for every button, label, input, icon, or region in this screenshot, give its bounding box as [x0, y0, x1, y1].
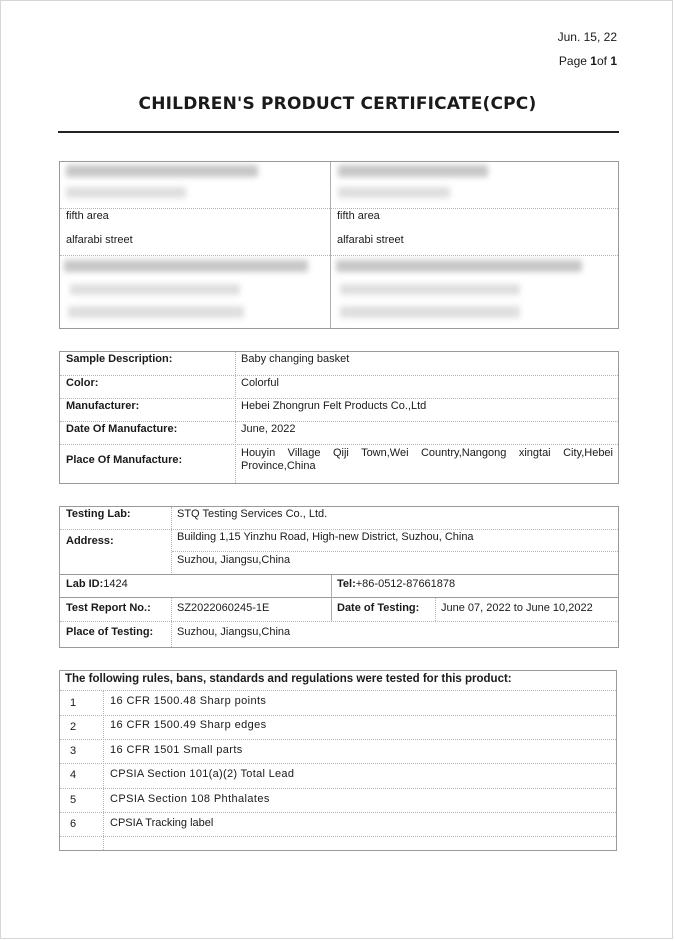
lab-id-label: Lab ID:: [66, 578, 104, 590]
sample-description-value: Baby changing basket: [241, 353, 350, 365]
lab-tel: [337, 578, 455, 591]
address-line1: Building 1,15 Yinzhu Road, High-new District, Suzhou, China: [177, 531, 474, 543]
redacted-right-line1: [338, 165, 488, 177]
rule-text: CPSIA Tracking label: [110, 817, 214, 829]
left-address-line3: fifth area: [66, 210, 109, 222]
tel-value: +86-0512-87661878: [355, 578, 456, 590]
color-label: Color:: [66, 377, 99, 389]
rule-number: 2: [70, 721, 77, 733]
redacted-right-line7: [340, 306, 520, 318]
place-of-manufacture-value: Houyin Village Qiji Town,Wei Country,Nangong xingtai City,Hebei Province,China: [241, 447, 613, 472]
document-title: CHILDREN'S PRODUCT CERTIFICATE(CPC): [138, 94, 537, 114]
date-of-manufacture-value: June, 2022: [241, 423, 296, 435]
redacted-left-line1: [66, 165, 258, 177]
date-of-manufacture-label: Date Of Manufacture:: [66, 423, 178, 435]
page-prefix: Page: [558, 54, 591, 68]
rule-number: 6: [70, 818, 77, 830]
date-of-testing-label: Date of Testing:: [337, 602, 420, 614]
redacted-right-line6: [340, 284, 520, 295]
place-of-testing-label: Place of Testing:: [66, 626, 154, 638]
date-of-testing-value: June 07, 2022 to June 10,2022: [441, 602, 593, 614]
rule-number: 1: [70, 697, 77, 709]
title-rule: [58, 131, 619, 133]
address-label: Address:: [66, 535, 114, 547]
rule-text: 16 CFR 1500.48 Sharp points: [110, 695, 267, 707]
page-indicator: [559, 54, 617, 68]
right-address-line4: alfarabi street: [337, 234, 404, 246]
page-of: of: [596, 54, 611, 68]
manufacturer-value: Hebei Zhongrun Felt Products Co.,Ltd: [241, 400, 427, 412]
redacted-left-line2: [66, 187, 186, 198]
redacted-right-line2: [338, 187, 450, 198]
rule-number: 5: [70, 794, 77, 806]
address-line2: Suzhou, Jiangsu,China: [177, 554, 291, 566]
rule-text: 16 CFR 1500.49 Sharp edges: [110, 719, 267, 731]
rule-text: CPSIA Section 108 Phthalates: [110, 793, 270, 805]
manufacturer-label: Manufacturer:: [66, 400, 140, 412]
color-value: Colorful: [241, 377, 279, 389]
test-report-label: Test Report No.:: [66, 602, 151, 614]
test-report-value: SZ2022060245-1E: [177, 602, 270, 614]
page-total: 1: [610, 54, 617, 68]
tel-label: Tel:: [337, 578, 356, 590]
lab-id: [66, 578, 128, 591]
redacted-left-line6: [70, 284, 240, 295]
redacted-right-line5: [336, 260, 582, 272]
redacted-left-line5: [64, 260, 308, 272]
place-of-testing-value: Suzhou, Jiangsu,China: [177, 626, 291, 638]
redacted-left-line7: [68, 306, 244, 318]
testing-lab-value: STQ Testing Services Co., Ltd.: [177, 508, 328, 520]
rule-text: 16 CFR 1501 Small parts: [110, 744, 243, 756]
sample-description-label: Sample Description:: [66, 353, 173, 365]
page-number: 1: [590, 54, 597, 68]
left-address-line4: alfarabi street: [66, 234, 133, 246]
rule-number: 3: [70, 745, 77, 757]
right-address-line3: fifth area: [337, 210, 380, 222]
issue-date: Jun. 15, 22: [557, 30, 617, 44]
lab-id-value: 1424: [103, 578, 128, 590]
rule-text: CPSIA Section 101(a)(2) Total Lead: [110, 768, 295, 780]
rules-heading: The following rules, bans, standards and regulations were tested for this product:: [65, 673, 512, 685]
testing-lab-label: Testing Lab:: [66, 508, 131, 520]
place-of-manufacture-label: Place Of Manufacture:: [66, 454, 183, 466]
rule-number: 4: [70, 769, 77, 781]
